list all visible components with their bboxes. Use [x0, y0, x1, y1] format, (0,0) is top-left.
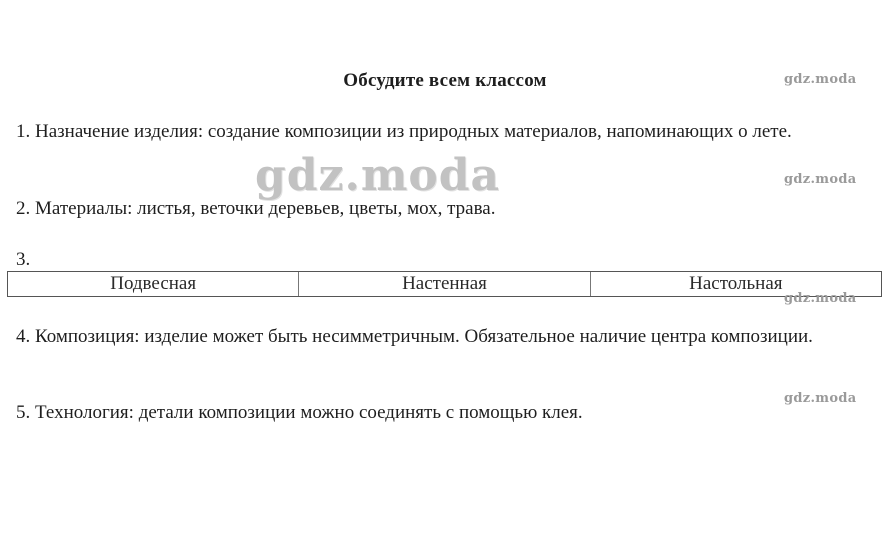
watermark-small: gdz.moda: [784, 172, 857, 187]
item-types-label: 3.: [16, 249, 31, 270]
item-purpose: 1. Назначение изделия: создание композиции из природных материалов, напоминающих о лете.: [16, 121, 792, 142]
table-cell-wall: Настенная: [298, 272, 589, 296]
watermark-small: gdz.moda: [784, 391, 857, 406]
watermark-small: gdz.moda: [784, 291, 857, 306]
item-composition: 4. Композиция: изделие может быть несимметричным. Обязательное наличие центра композиции.: [16, 326, 813, 347]
composition-types-table: [7, 271, 882, 297]
item-materials: 2. Материалы: листья, веточки деревьев, цветы, мох, трава.: [16, 198, 496, 219]
watermark-large: gdz.moda: [255, 150, 501, 201]
watermark-small: gdz.moda: [784, 72, 857, 87]
page-title: Обсудите всем классом: [343, 70, 547, 91]
item-technology: 5. Технология: детали композиции можно соединять с помощью клея.: [16, 402, 583, 423]
table-cell-hanging: Подвесная: [110, 273, 197, 294]
table-cell-table: Настольная: [590, 272, 881, 296]
